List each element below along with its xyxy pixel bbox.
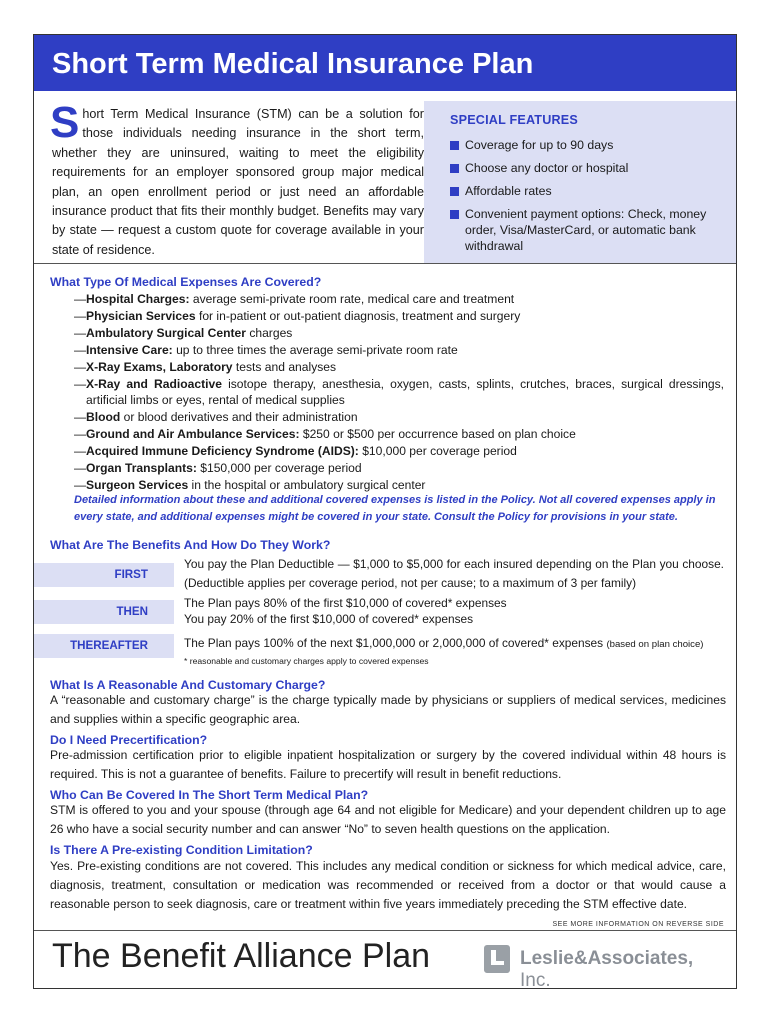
page-title: Short Term Medical Insurance Plan [52, 48, 534, 80]
feature-item: Affordable rates [450, 183, 710, 199]
square-bullet-icon [450, 210, 459, 219]
covered-item: — X-Ray Exams, Laboratory tests and analyses [74, 359, 337, 374]
covered-item: — Surgeon Services in the hospital or ambulatory surgical center [74, 477, 426, 492]
who-text: STM is offered to you and your spouse (through age 64 and not eligible for Medicare) and your dependent children up to age 26 who have a social security number and can answer “No” to seven health questions on the application. [50, 803, 726, 836]
covered-item: — Ambulatory Surgical Center charges [74, 325, 293, 340]
logo-text: Leslie&Associates, Inc. [520, 948, 694, 991]
square-bullet-icon [450, 164, 459, 173]
intro-text: hort Term Medical Insurance (STM) can be a solution for those individuals needing insurance in the short term, whether they are uninsured, waiting to meet the eligibility requirements for an employer sponsored group major medical plan, an open enrollment period or just need an affordable insurance product that fits their monthly budget. Benefits may vary by state — request a custom quote for coverage available in your state of residence. [52, 107, 424, 257]
preexisting-heading: Is There A Pre-existing Condition Limitation? [50, 843, 313, 857]
feature-item: Choose any doctor or hospital [450, 160, 710, 176]
step-first-text: You pay the Plan Deductible — $1,000 to $5,000 for each insured depending on the Plan you choose. (Deductible applies per coverage period, not per cause; to a maximum of 3 per family) [184, 557, 724, 590]
step-thereafter-label: THEREAFTER [34, 634, 174, 658]
see-more-note: SEE MORE INFORMATION ON REVERSE SIDE [552, 921, 724, 928]
footer-title: The Benefit Alliance Plan [52, 937, 431, 975]
reasonable-heading: What Is A Reasonable And Customary Charge? [50, 678, 326, 692]
footnote: * reasonable and customary charges apply to covered expenses [184, 656, 429, 666]
step-thereafter-text: The Plan pays 100% of the next $1,000,000 or 2,000,000 of covered* expenses (based on plan choice) * reasonable and customary charges apply to covered expenses [184, 635, 724, 670]
page-title-banner [34, 35, 736, 91]
step-then-label: THEN [34, 600, 174, 624]
special-features-panel [424, 101, 736, 263]
covered-list [74, 291, 724, 494]
dropcap-letter: S [50, 98, 80, 147]
covered-item: — X-Ray and Radioactive isotope therapy, anesthesia, oxygen, casts, splints, crutches, braces, surgical dressings, artificial limbs or eyes, rental of medical supplies [74, 376, 725, 408]
covered-item: — Physician Services for in-patient or out-patient diagnosis, treatment and surgery [74, 308, 521, 323]
covered-item: — Ground and Air Ambulance Services: $250 or $500 per occurrence based on plan choice [74, 427, 576, 442]
feature-item: Coverage for up to 90 days [450, 137, 710, 153]
preexisting-text: Yes. Pre-existing conditions are not covered. This includes any medical condition or sickness for which medical advice, care, diagnosis, treatment, consultation or medication was recommended or received from a doctor or that would cause a reasonable person to seek diagnosis, care or treatment within five years immediately preceding the STM effective date. [50, 859, 726, 911]
precert-text: Pre-admission certification prior to eligible inpatient hospitalization or surgery by the covered individual within 48 hours is required. This is not a guarantee of benefits. Failure to precertify will result in benefit reductions. [50, 748, 726, 781]
covered-item: — Hospital Charges: average semi-private room rate, medical care and treatment [74, 292, 515, 306]
benefits-heading: What Are The Benefits And How Do They Work? [50, 538, 331, 552]
covered-item: — Acquired Immune Deficiency Syndrome (AIDS): $10,000 per coverage period [74, 444, 517, 459]
precert-heading: Do I Need Precertification? [50, 733, 208, 747]
covered-note: Detailed information about these and additional covered expenses is listed in the Policy. Not all covered expenses apply in every state, and additional expenses might be covered in your state. Consult the Policy for provisions in your state. [74, 494, 716, 523]
covered-item: — Blood or blood derivatives and their administration [74, 410, 358, 425]
covered-item: — Intensive Care: up to three times the average semi-private room rate [74, 342, 458, 357]
company-logo [484, 945, 724, 991]
square-bullet-icon [450, 187, 459, 196]
divider [34, 263, 736, 264]
feature-item: Convenient payment options: Check, money order, Visa/MasterCard, or automatic bank withdrawal [450, 206, 710, 254]
divider [34, 930, 736, 931]
step-then-text: The Plan pays 80% of the first $10,000 of covered* expenses You pay 20% of the first $10,000 of covered* expenses [184, 596, 507, 626]
intro-paragraph [50, 98, 424, 260]
logo-mark-icon [484, 945, 510, 973]
special-features-heading: SPECIAL FEATURES [450, 113, 578, 127]
covered-item: — Organ Transplants: $150,000 per coverage period [74, 461, 362, 476]
reasonable-text: A “reasonable and customary charge” is the charge typically made by physicians or suppliers of medical services, medicines and supplies within a specific geographic area. [50, 693, 726, 726]
who-heading: Who Can Be Covered In The Short Term Medical Plan? [50, 788, 369, 802]
step-first-label: FIRST [34, 563, 174, 587]
document-frame [33, 34, 737, 989]
covered-heading: What Type Of Medical Expenses Are Covered? [50, 275, 322, 289]
square-bullet-icon [450, 141, 459, 150]
